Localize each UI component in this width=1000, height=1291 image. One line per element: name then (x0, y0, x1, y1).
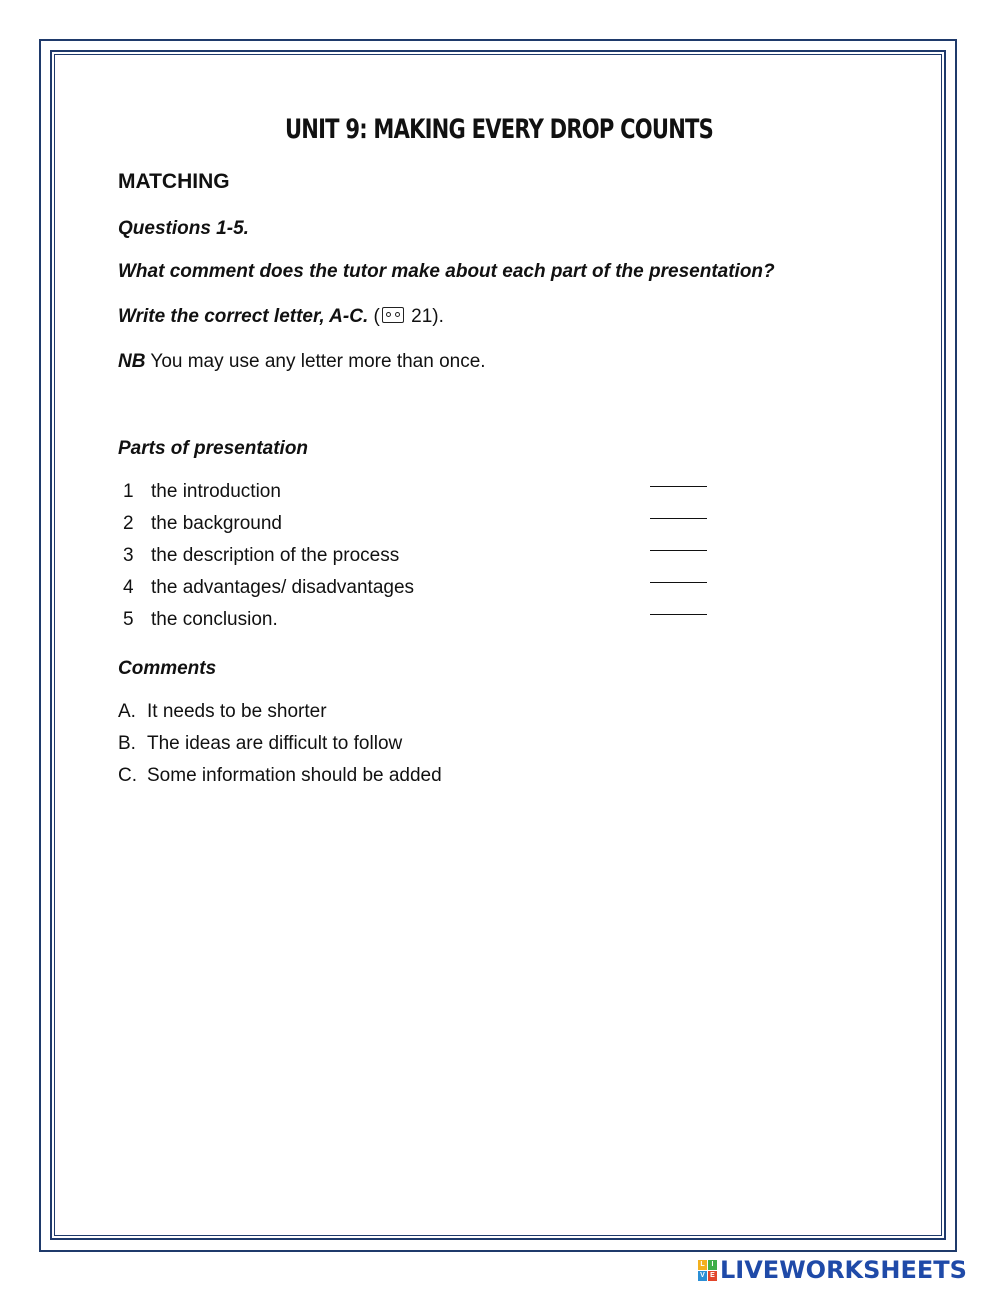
part-text: the introduction (151, 481, 281, 502)
answer-blank-4[interactable] (650, 582, 707, 583)
part-number: 4 (123, 577, 134, 598)
comment-letter: A. (118, 701, 136, 722)
comment-letter: B. (118, 733, 136, 754)
nb-text: You may use any letter more than once. (150, 351, 486, 372)
logo-blocks-icon: L I V E (698, 1260, 717, 1281)
page-title: UNIT 9: MAKING EVERY DROP COUNTS (284, 114, 714, 145)
answer-blank-2[interactable] (650, 518, 707, 519)
part-text: the advantages/ disadvantages (151, 577, 415, 598)
part-number: 1 (123, 481, 134, 502)
part-number: 3 (123, 545, 134, 566)
cassette-icon (382, 307, 404, 323)
nb-note (118, 351, 486, 373)
track-open: ( (373, 306, 380, 327)
part-text: the background (151, 513, 282, 534)
answer-blank-3[interactable] (650, 550, 707, 551)
liveworksheets-logo[interactable] (698, 1255, 967, 1285)
comment-text: The ideas are difficult to follow (147, 733, 403, 754)
logo-text: LIVEWORKSHEETS (720, 1256, 967, 1284)
comments-heading: Comments (118, 658, 217, 679)
write-instruction (118, 306, 444, 328)
part-text: the description of the process (151, 545, 400, 566)
instruction-text: What comment does the tutor make about each part of the presentation? (118, 261, 775, 282)
comment-text: It needs to be shorter (147, 701, 327, 722)
write-label: Write the correct letter, A-C. (118, 306, 369, 327)
part-text: the conclusion. (151, 609, 278, 630)
answer-blank-1[interactable] (650, 486, 707, 487)
nb-label: NB (118, 351, 146, 372)
part-number: 2 (123, 513, 134, 534)
comment-letter: C. (118, 765, 137, 786)
part-number: 5 (123, 609, 134, 630)
section-heading: MATCHING (118, 170, 230, 193)
comment-text: Some information should be added (147, 765, 442, 786)
track-number: 21). (411, 306, 444, 327)
questions-label: Questions 1-5. (118, 218, 249, 239)
answer-blank-5[interactable] (650, 614, 707, 615)
parts-heading: Parts of presentation (118, 438, 309, 459)
